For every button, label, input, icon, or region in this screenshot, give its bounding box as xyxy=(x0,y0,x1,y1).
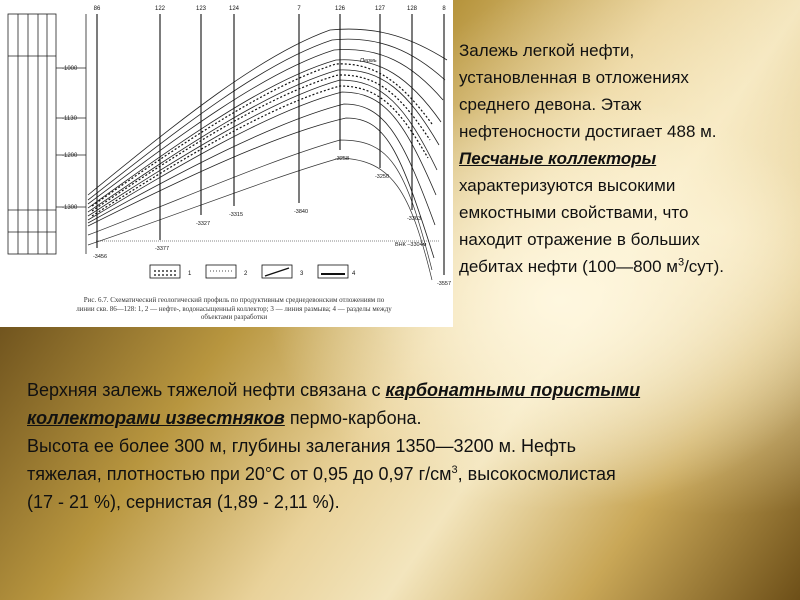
text-fragment: пермо-карбона. xyxy=(284,408,422,428)
well-bottom-label: -3258 xyxy=(334,156,350,162)
legend-number: 3 xyxy=(300,271,304,277)
well-label: 127 xyxy=(374,6,386,12)
depth-label: -1000 xyxy=(62,66,78,72)
well-bottom-label: -3327 xyxy=(195,221,211,227)
wells xyxy=(97,14,444,275)
text-line: нефтеносности достигает 488 м. xyxy=(459,122,717,141)
caption-line: объектами разработки xyxy=(200,313,268,321)
heavy-oil-description xyxy=(27,376,782,516)
text-line: (17 - 21 %), сернистая (1,89 - 2,11 %). xyxy=(27,492,340,512)
well-label: 123 xyxy=(195,6,207,12)
figure-caption xyxy=(48,296,420,322)
caption-line: линии скв. 86—128: 1, 2 — нефте-, водонасыщенный коллектор; 3 — линия размыва; 4 — разделы между xyxy=(76,304,392,313)
text-fragment: Верхняя залежь тяжелой нефти связана с xyxy=(27,380,386,400)
well-label: 122 xyxy=(154,6,166,12)
depth-label: -1130 xyxy=(62,116,77,122)
figure-legend xyxy=(150,265,356,278)
top-layer-label: Пермь xyxy=(360,58,377,64)
well-label: 86 xyxy=(93,6,101,12)
well-label: 7 xyxy=(297,6,301,12)
keyword-limestone: коллекторами известняков xyxy=(27,408,285,428)
well-label: 128 xyxy=(406,6,418,12)
text-line: находит отражение в больших xyxy=(459,230,700,249)
text-line: характеризуются высокими xyxy=(459,176,676,195)
well-bottom-label: -3315 xyxy=(228,212,244,218)
text-line: среднего девона. Этаж xyxy=(459,95,642,114)
contact-label: ВНК –3304м xyxy=(395,242,427,248)
keyword-sand-reservoirs: Песчаные коллекторы xyxy=(459,149,657,168)
superscript: 3 xyxy=(451,464,458,476)
light-oil-description xyxy=(459,37,789,280)
text-fragment: тяжелая, плотностью при 20°С от 0,95 до 0,97 г/см xyxy=(27,464,452,484)
well-bottom-label: -3250 xyxy=(374,174,390,180)
text-line xyxy=(27,460,782,488)
text-line: Высота ее более 300 м, глубины залегания 1350—3200 м. Нефть xyxy=(27,436,577,456)
well-bottom-label: -3840 xyxy=(293,209,309,215)
depth-scale-labels xyxy=(62,66,78,211)
text-fragment: , высокосмолистая xyxy=(457,464,616,484)
well-top-labels xyxy=(94,6,447,12)
text-fragment: /сут). xyxy=(684,257,724,276)
keyword-carbonate: карбонатными пористыми xyxy=(385,380,641,400)
text-line xyxy=(27,376,782,404)
legend-number: 4 xyxy=(352,271,356,277)
well-bottom-label: -3456 xyxy=(92,254,108,260)
text-line: емкостными свойствами, что xyxy=(459,203,689,222)
well-label: 126 xyxy=(334,6,346,12)
legend-number: 2 xyxy=(244,271,248,277)
well-bottom-label: -3557 xyxy=(436,281,452,287)
geological-profile-diagram xyxy=(0,0,453,327)
well-bottom-label: -3363 xyxy=(406,216,422,222)
well-label: 8 xyxy=(442,6,446,12)
text-line: Залежь легкой нефти, xyxy=(459,41,635,60)
depth-label: -1300 xyxy=(62,205,78,211)
depth-label: -1200 xyxy=(62,153,78,159)
legend-number: 1 xyxy=(188,271,192,277)
well-label: 124 xyxy=(228,6,240,12)
text-fragment: дебитах нефти (100—800 м xyxy=(459,257,678,276)
text-line xyxy=(27,404,782,432)
profile-layers xyxy=(88,29,447,258)
well-bottom-label: -3377 xyxy=(154,246,170,252)
caption-line: Рис. 6.7. Схематический геологический профиль по продуктивным среднедевонским отложениям по xyxy=(83,296,385,304)
geological-profile-figure xyxy=(0,0,453,327)
text-line xyxy=(459,253,789,280)
text-line: установленная в отложениях xyxy=(459,68,689,87)
stratigraphic-column xyxy=(8,14,86,254)
superscript: 3 xyxy=(677,256,685,269)
